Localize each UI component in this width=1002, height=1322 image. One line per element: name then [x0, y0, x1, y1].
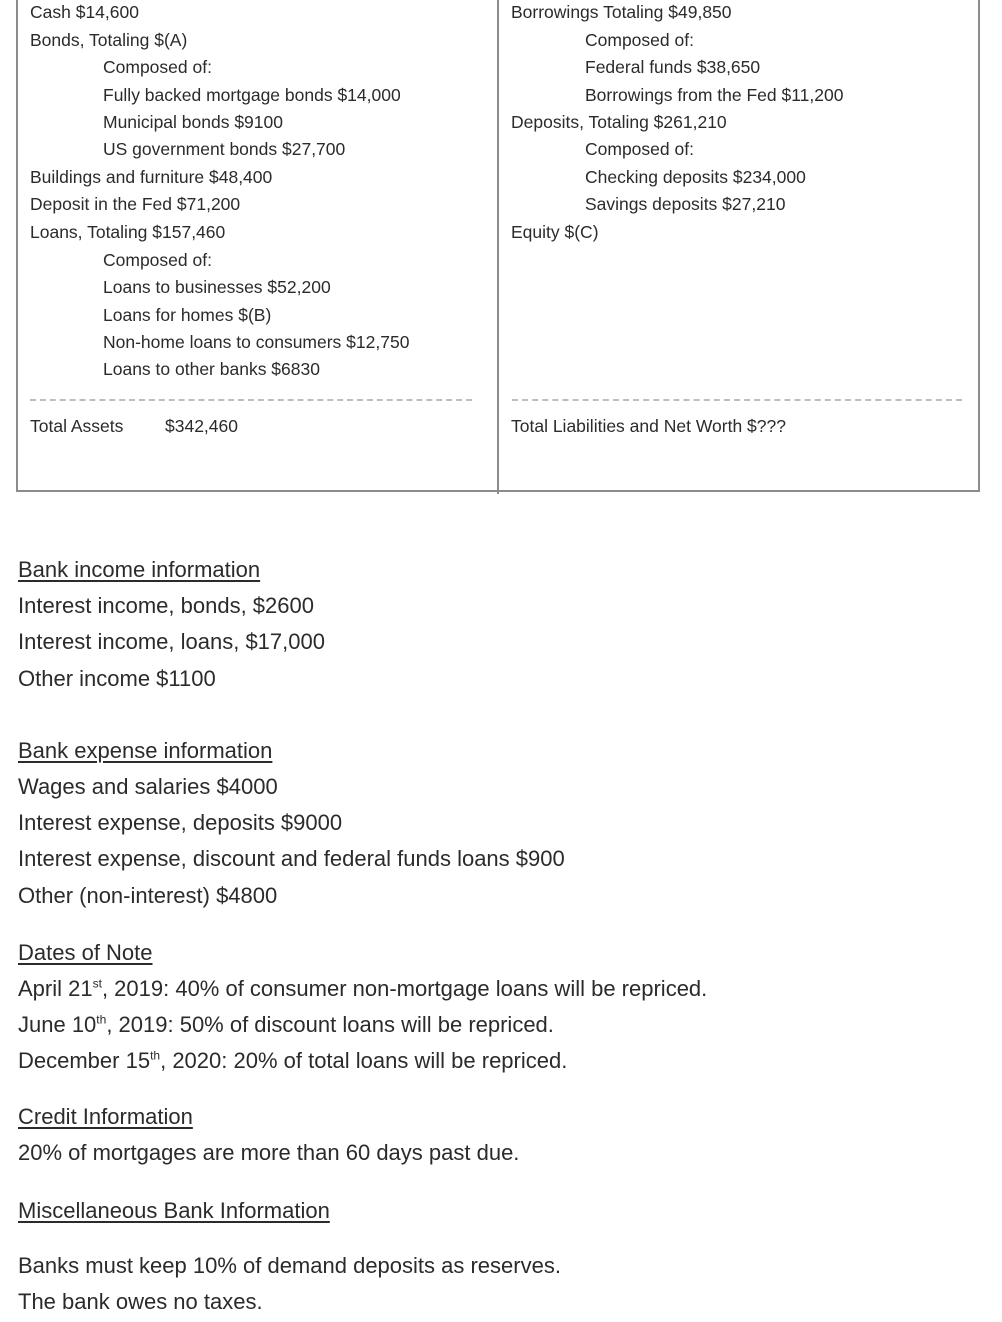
loans-composed-line: Composed of: — [103, 250, 212, 270]
loans-business-line: Loans to businesses $52,200 — [103, 277, 331, 297]
expense-item: Other (non-interest) $4800 — [18, 883, 278, 908]
date-item: June 10th, 2019: 50% of discount loans will be repriced. — [18, 1012, 554, 1037]
borrowings-total-line: Borrowings Totaling $49,850 — [511, 2, 732, 22]
misc-item: Banks must keep 10% of demand deposits as reserves. — [18, 1253, 561, 1278]
bonds-usgov-line: US government bonds $27,700 — [103, 139, 346, 159]
total-liabilities-line: Total Liabilities and Net Worth $??? — [511, 416, 786, 436]
liabilities-dashed-rule — [512, 399, 962, 401]
buildings-line: Buildings and furniture $48,400 — [30, 167, 273, 187]
date-item: December 15th, 2020: 20% of total loans will be repriced. — [18, 1048, 568, 1073]
credit-heading: Credit Information — [18, 1104, 193, 1129]
expense-item: Wages and salaries $4000 — [18, 774, 278, 799]
loans-total-line: Loans, Totaling $157,460 — [30, 222, 226, 242]
assets-dashed-rule — [30, 399, 472, 401]
savings-line: Savings deposits $27,210 — [585, 194, 786, 214]
misc-heading: Miscellaneous Bank Information — [18, 1198, 330, 1223]
federal-funds-line: Federal funds $38,650 — [585, 57, 761, 77]
loans-nonhome-line: Non-home loans to consumers $12,750 — [103, 332, 410, 352]
bonds-municipal-line: Municipal bonds $9100 — [103, 112, 283, 132]
deposit-fed-line: Deposit in the Fed $71,200 — [30, 194, 241, 214]
cash-line: Cash $14,600 — [30, 2, 139, 22]
income-item: Interest income, bonds, $2600 — [18, 593, 314, 618]
deposits-total-line: Deposits, Totaling $261,210 — [511, 112, 727, 132]
table-divider — [497, 0, 499, 494]
expense-item: Interest expense, discount and federal funds loans $900 — [18, 846, 565, 871]
borrowings-composed-line: Composed of: — [585, 30, 694, 50]
income-item: Interest income, loans, $17,000 — [18, 629, 325, 654]
income-heading: Bank income information — [18, 557, 261, 582]
bonds-total-line: Bonds, Totaling $(A) — [30, 30, 188, 50]
loans-banks-line: Loans to other banks $6830 — [103, 359, 320, 379]
bonds-mortgage-line: Fully backed mortgage bonds $14,000 — [103, 85, 401, 105]
bonds-composed-line: Composed of: — [103, 57, 212, 77]
misc-item: The bank owes no taxes. — [18, 1289, 263, 1314]
dates-heading: Dates of Note — [18, 940, 153, 965]
deposits-composed-line: Composed of: — [585, 139, 694, 159]
expense-item: Interest expense, deposits $9000 — [18, 810, 343, 835]
credit-item: 20% of mortgages are more than 60 days past due. — [18, 1140, 520, 1165]
loans-homes-line: Loans for homes $(B) — [103, 305, 272, 325]
equity-line: Equity $(C) — [511, 222, 599, 242]
income-item: Other income $1100 — [18, 666, 216, 691]
date-item: April 21st, 2019: 40% of consumer non-mortgage loans will be repriced. — [18, 976, 708, 1001]
expense-heading: Bank expense information — [18, 738, 273, 763]
total-assets-label: Total Assets — [30, 416, 124, 436]
checking-line: Checking deposits $234,000 — [585, 167, 806, 187]
total-assets-value: $342,460 — [165, 416, 238, 436]
borrowings-fed-line: Borrowings from the Fed $11,200 — [585, 85, 844, 105]
